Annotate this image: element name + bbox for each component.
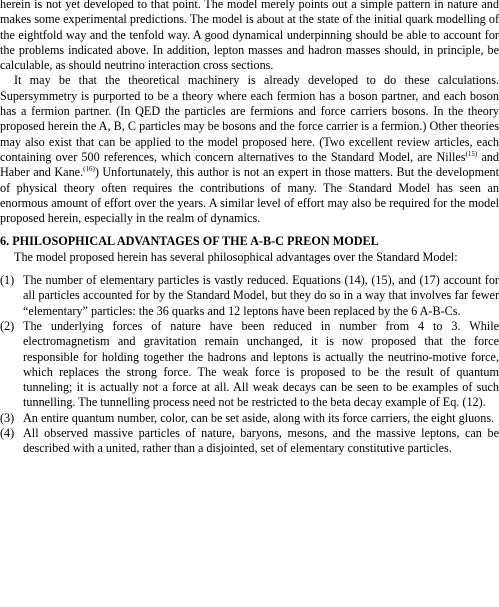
- list-item: [0, 411, 499, 426]
- list-item: [0, 426, 499, 457]
- paragraph-text: It may be that the theoretical machinery is already developed to do these calculations. Supersymmetry is purported to be a theory where each fermion has a boson partner, and each boson has a fermion partner. (In QED the particles are fermions and force carriers bosons. In the theory proposed herein the A, B, C particles may be bosons and the force carrier is a fermion.) Other theories may also exist that can be applied to the model proposed here. (Two excellent review articles, each containing over 500 references, which concern alternatives to the Standard Model, are Nilles: [0, 73, 499, 164]
- list-item-number: (2): [0, 318, 15, 333]
- advantages-list: [0, 273, 499, 457]
- reference-marker: (16): [83, 165, 95, 174]
- reference-marker: (15): [465, 149, 478, 158]
- list-item: [0, 319, 499, 411]
- list-item-text: The underlying forces of nature have been reduced in number from 4 to 3. While electromagnetism and gravitation remain unchanged, it is now proposed that the force responsible for holding together the hadrons and leptons is actually the neutrino-motive force, which replaces the strong force. The weak force is proposed to be the result of quantum tunneling; it is actually not a force at all. All weak decays can be seen to be examples of such tunnelling. The tunnelling process need not be restricted to the beta decay example of Eq. (12).: [23, 318, 499, 410]
- section-intro: The model proposed herein has several philosophical advantages over the Standard Model:: [14, 249, 458, 264]
- section-heading: 6. PHILOSOPHICAL ADVANTAGES OF THE A-B-C PREON MODEL: [0, 234, 379, 249]
- paragraph-dynamics-note: herein is not yet developed to that point. The model merely points out a simple pattern in nature and makes some experimental predictions. The model is about at the state of the initial quark modelling of the eightfold way and the tenfold way. A good dynamical underpinning should be able to account for the problems indicated above. In addition, lepton masses and hadron masses should, in principle, be calculable, as should neutrino interaction cross sections.: [0, 0, 499, 73]
- list-item-number: (1): [0, 273, 15, 288]
- paragraph-text: ) Unfortunately, this author is not an expert in those matters. But the development of physical theory often requires the contributions of many. The Standard Model has seen an enormous amount of effort over the years. A similar level of effort may also be required for the model proposed herein, especially in the realm of dynamics.: [0, 165, 499, 226]
- list-item-text: The number of elementary particles is vastly reduced. Equations (14), (15), and (17) account for all particles accounted for by the Standard Model, but they do so in a way that involves far fewer “elementary” particles: the 36 quarks and 12 leptons have been replaced by the 6 A-B-Cs.: [23, 273, 499, 318]
- list-item-number: (4): [0, 426, 15, 441]
- list-item: [0, 273, 499, 319]
- list-item-text: All observed massive particles of nature, baryons, mesons, and the massive leptons, can be described with a united, rather than a disjointed, set of elementary constitutive particles.: [23, 426, 499, 456]
- paragraph-theoretical-machinery: [0, 73, 499, 226]
- section-gap: [0, 226, 499, 234]
- list-item-number: (3): [0, 410, 15, 425]
- list-gap: [0, 265, 499, 273]
- list-item-text: An entire quantum number, color, can be set aside, along with its force carriers, the eight gluons.: [23, 410, 495, 425]
- paragraph-text: and Haber and Kane.: [0, 149, 499, 180]
